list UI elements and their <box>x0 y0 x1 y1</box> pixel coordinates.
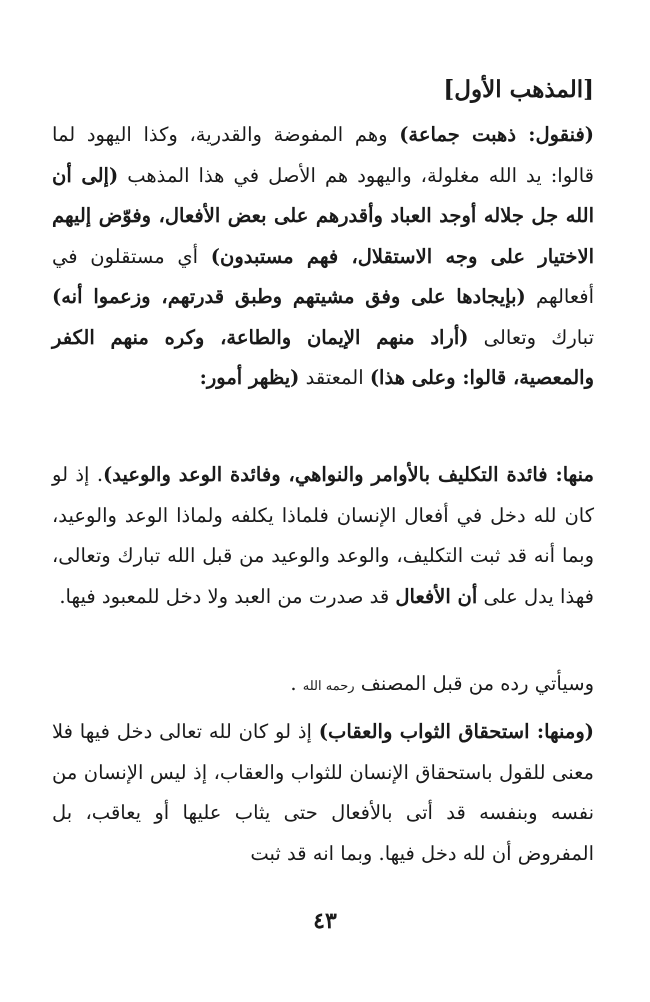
paragraph-3-text: وسيأتي رده من قبل المصنف <box>354 672 594 695</box>
honorific-glyph: رحمه الله <box>302 679 355 694</box>
paragraph-2 <box>52 455 594 617</box>
paragraph-3-end: . <box>290 672 303 695</box>
paragraph-1-bold-5: (يظهر أمور: <box>199 366 300 389</box>
paragraph-2-bold-2: أن الأفعال <box>395 584 478 608</box>
paragraph-1-bold-1: (فنقول: ذهبت جماعة) <box>399 123 595 146</box>
paragraph-1-bold-4: (أراد منهم الإيمان والطاعة، وكره منهم الكفر والمعصية، قالوا: وعلى هذا) <box>52 325 594 389</box>
paragraph-4-bold-1: (ومنها: استحقاق الثواب والعقاب) <box>318 720 595 743</box>
paragraph-1-bold-3: (بإيجادها على وفق مشيتهم وطبق قدرتهم، وزعموا أنه) <box>52 285 526 308</box>
paragraph-2-bold-1: منها: فائدة التكليف بالأوامر والنواهي، وفائدة الوعد والوعيد) <box>103 463 594 486</box>
paragraph-1-bold-2: (إلى أن الله جل جلاله أوجد العباد وأقدرهم على بعض الأفعال، وفوّض إليهم الاختيار على وجه الاستقلال، فهم مستبدون) <box>52 163 594 268</box>
paragraph-1-text-3: تبارك وتعالى <box>468 325 594 349</box>
section-heading: [المذهب الأول] <box>443 76 594 103</box>
paragraph-2-text-1: . إذ لو كان لله دخل في أفعال الإنسان فلماذا يكلفه ولماذا الوعد والوعيد، وبما أنه قد ثبت التكليف، والوعد والوعيد من قبل الله تبارك وتعالى، فهذا يدل على <box>52 463 594 608</box>
paragraph-4 <box>52 712 594 874</box>
page-number: ٤٣ <box>313 908 337 934</box>
paragraph-2-text-2: قد صدرت من العبد ولا دخل للمعبود فيها. <box>59 584 396 608</box>
paragraph-1 <box>52 115 594 399</box>
paragraph-1-text-1: وهم المفوضة والقدرية، وكذا اليهود لما قالوا: يد الله مغلولة، واليهود هم الأصل في هذا المذهب <box>52 123 594 187</box>
paragraph-1-text-2: أي مستقلون في أفعالهم <box>52 244 594 308</box>
paragraph-1-text-4: المعتقد <box>299 366 370 389</box>
paragraph-4-text-1: إذ لو كان لله تعالى دخل فيها فلا معنى للقول باستحقاق الإنسان للثواب والعقاب، إذ ليس الإنسان من نفسه وبنفسه قد أتى بالأفعال حتى يثاب عليها أو يعاقب، بل المفروض أن لله دخل فيها. وبما انه قد ثبت <box>52 720 594 865</box>
paragraph-3 <box>52 664 594 708</box>
